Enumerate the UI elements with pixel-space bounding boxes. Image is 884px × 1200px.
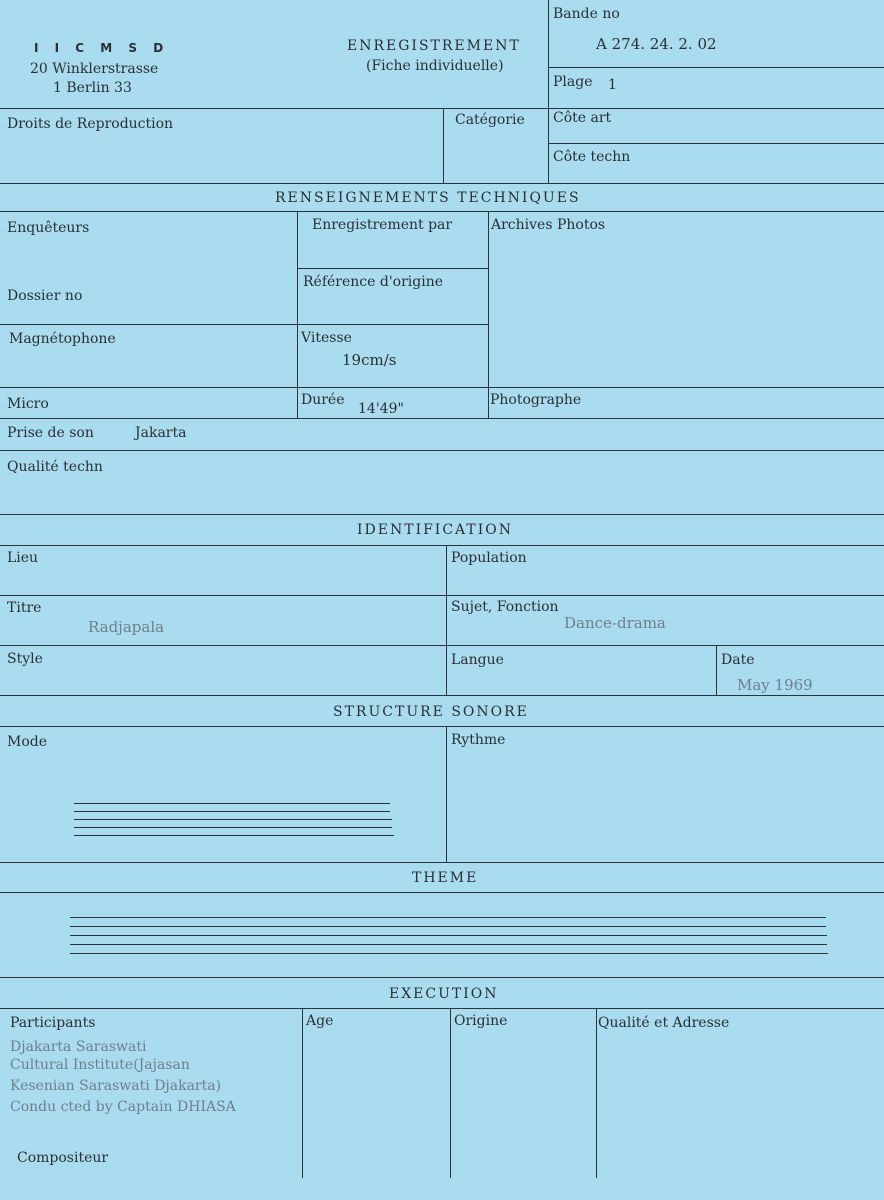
- rule-line: [450, 1008, 451, 1178]
- rule-line: [0, 1008, 884, 1009]
- form-title: ENREGISTREMENT: [347, 38, 521, 54]
- photographe-label: Photographe: [490, 392, 582, 408]
- rule-line: [0, 862, 884, 863]
- rule-line: [446, 726, 447, 862]
- mode-staff-line: [74, 819, 392, 820]
- rule-line: [596, 1008, 597, 1178]
- rule-line: [0, 418, 884, 419]
- rule-line: [548, 143, 884, 144]
- participant-line: Djakarta Saraswati: [10, 1039, 147, 1055]
- langue-label: Langue: [451, 652, 504, 668]
- cote-techn-label: Côte techn: [553, 149, 631, 165]
- rule-line: [0, 545, 884, 546]
- rule-line: [0, 695, 884, 696]
- population-label: Population: [451, 550, 527, 566]
- rule-line: [0, 450, 884, 451]
- theme-staff-line: [70, 917, 826, 918]
- rule-line: [0, 977, 884, 978]
- date-value: May 1969: [737, 676, 813, 694]
- theme-staff-line: [70, 935, 827, 936]
- section-title-theme: THEME: [412, 870, 479, 886]
- plage-value: 1: [608, 77, 617, 93]
- bande-label: Bande no: [553, 6, 620, 22]
- theme-staff-line: [70, 926, 826, 927]
- rule-line: [0, 324, 488, 325]
- archives-photos-label: Archives Photos: [491, 217, 606, 233]
- section-title-execution: EXECUTION: [389, 986, 499, 1002]
- rule-line: [0, 387, 884, 388]
- vitesse-label: Vitesse: [301, 330, 352, 346]
- mode-staff-line: [74, 811, 390, 812]
- mode-staff-line: [74, 827, 392, 828]
- section-title-structure: STRUCTURE SONORE: [333, 704, 529, 720]
- titre-label: Titre: [7, 600, 42, 616]
- rule-line: [0, 514, 884, 515]
- date-label: Date: [721, 652, 755, 668]
- qualite-techn-label: Qualité techn: [7, 459, 103, 475]
- section-title-identification: IDENTIFICATION: [357, 522, 513, 538]
- rule-line: [0, 892, 884, 893]
- rule-line: [443, 108, 444, 183]
- rule-line: [548, 0, 549, 183]
- cote-art-label: Côte art: [553, 110, 612, 126]
- participants-label: Participants: [10, 1015, 96, 1031]
- participant-line: Condu cted by Captain DHIASA: [10, 1099, 236, 1115]
- address-line: 20 Winklerstrasse: [30, 61, 159, 77]
- rule-line: [302, 1008, 303, 1178]
- rule-line: [0, 726, 884, 727]
- rule-line: [446, 545, 447, 695]
- mode-staff-line: [74, 803, 390, 804]
- rule-line: [297, 211, 298, 418]
- enregistrement-par-label: Enregistrement par: [312, 217, 453, 233]
- rythme-label: Rythme: [451, 732, 506, 748]
- theme-staff-line: [70, 944, 827, 945]
- participant-line: Cultural Institute(Jajasan: [10, 1057, 190, 1073]
- rule-line: [297, 268, 488, 269]
- bande-value: A 274. 24. 2. 02: [596, 35, 717, 53]
- sujet-fonction-value: Dance-drama: [564, 614, 666, 632]
- mode-label: Mode: [7, 734, 48, 750]
- section-title-technical: RENSEIGNEMENTS TECHNIQUES: [275, 190, 581, 206]
- dossier-label: Dossier no: [7, 288, 83, 304]
- vitesse-value: 19cm/s: [342, 351, 397, 369]
- rule-line: [716, 645, 717, 695]
- compositeur-label: Compositeur: [17, 1150, 109, 1166]
- titre-value: Radjapala: [88, 618, 165, 636]
- form-subtitle: (Fiche individuelle): [366, 58, 504, 74]
- reference-origine-label: Référence d'origine: [303, 274, 444, 290]
- theme-staff-line: [70, 953, 828, 954]
- rule-line: [0, 183, 884, 184]
- enqueteurs-label: Enquêteurs: [7, 220, 90, 236]
- duree-value: 14'49": [358, 401, 404, 417]
- rule-line: [548, 67, 884, 68]
- droits-label: Droits de Reproduction: [7, 116, 174, 132]
- prise-de-son-value: Jakarta: [135, 425, 187, 441]
- plage-label: Plage: [553, 74, 593, 90]
- mode-staff-line: [74, 835, 394, 836]
- sujet-fonction-label: Sujet, Fonction: [451, 599, 559, 615]
- prise-de-son-label: Prise de son: [7, 425, 94, 441]
- address-line: 1 Berlin 33: [53, 80, 132, 96]
- micro-label: Micro: [7, 396, 49, 412]
- qualite-adresse-label: Qualité et Adresse: [598, 1015, 730, 1031]
- rule-line: [488, 211, 489, 418]
- rule-line: [0, 645, 884, 646]
- categorie-label: Catégorie: [455, 112, 525, 128]
- lieu-label: Lieu: [7, 550, 39, 566]
- origine-label: Origine: [454, 1013, 508, 1029]
- style-label: Style: [7, 651, 43, 667]
- rule-line: [0, 211, 884, 212]
- rule-line: [0, 595, 884, 596]
- magnetophone-label: Magnétophone: [9, 331, 116, 347]
- age-label: Age: [306, 1013, 334, 1029]
- duree-label: Durée: [301, 392, 345, 408]
- participant-line: Kesenian Saraswati Djakarta): [10, 1078, 222, 1094]
- institution-name: I I C M S D: [34, 41, 170, 55]
- rule-line: [0, 108, 884, 109]
